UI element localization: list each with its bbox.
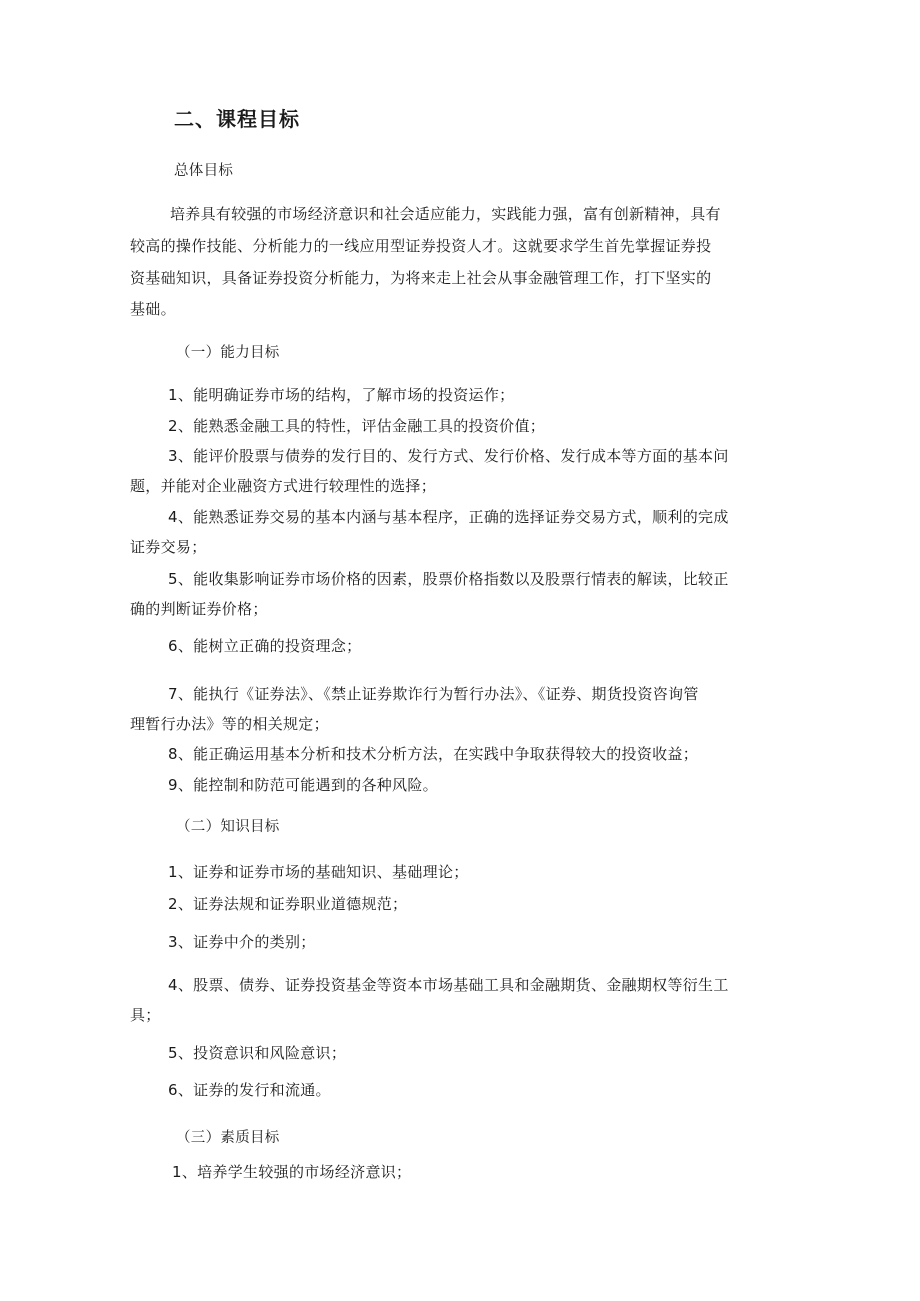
knowledge-heading: （二）知识目标 [176, 819, 280, 835]
ability-item: 1、能明确证券市场的结构，了解市场的投资运作； [168, 386, 515, 404]
knowledge-item: 6、证券的发行和流通。 [168, 1081, 331, 1099]
section-title: 二、课程目标 [174, 107, 300, 131]
ability-heading: （一）能力目标 [176, 345, 280, 361]
ability-item: 8、能正确运用基本分析和技术分析方法，在实践中争取获得较大的投资收益； [168, 745, 699, 763]
ability-item: 证券交易； [130, 538, 207, 556]
ability-item: 5、能收集影响证券市场价格的因素，股票价格指数以及股票行情表的解读，比较正 [168, 570, 729, 588]
ability-item: 4、能熟悉证券交易的基本内涵与基本程序，正确的选择证券交易方式，顺利的完成 [168, 508, 729, 526]
ability-item: 9、能控制和防范可能遇到的各种风险。 [168, 776, 438, 794]
quality-heading: （三）素质目标 [176, 1130, 280, 1146]
ability-item: 理暂行办法》等的相关规定； [130, 715, 329, 733]
overall-goal-line: 培养具有较强的市场经济意识和社会适应能力，实践能力强，富有创新精神，具有 [170, 205, 721, 223]
ability-item: 7、能执行《证券法》、《禁止证券欺诈行为暂行办法》、《证券、期货投资咨询管 [168, 685, 699, 703]
overall-goal-label: 总体目标 [174, 163, 234, 179]
ability-item: 确的判断证券价格； [130, 600, 268, 618]
knowledge-item: 1、证券和证券市场的基础知识、基础理论； [168, 863, 469, 881]
ability-item: 3、能评价股票与债券的发行目的、发行方式、发行价格、发行成本等方面的基本问 [168, 447, 729, 465]
overall-goal-line: 较高的操作技能、分析能力的一线应用型证券投资人才。这就要求学生首先掌握证券投 [130, 237, 712, 255]
knowledge-item: 5、投资意识和风险意识； [168, 1044, 347, 1062]
ability-item: 2、能熟悉金融工具的特性，评估金融工具的投资价值； [168, 417, 546, 435]
ability-item: 题，并能对企业融资方式进行较理性的选择； [130, 477, 437, 495]
knowledge-item: 具； [130, 1006, 161, 1024]
overall-goal-line: 基础。 [130, 300, 176, 318]
knowledge-item: 3、证券中介的类别； [168, 933, 316, 951]
knowledge-item: 4、股票、债券、证券投资基金等资本市场基础工具和金融期货、金融期权等衍生工 [168, 976, 729, 994]
quality-item: 1、培养学生较强的市场经济意识； [172, 1163, 412, 1181]
ability-item: 6、能树立正确的投资理念； [168, 637, 362, 655]
knowledge-item: 2、证券法规和证券职业道德规范； [168, 895, 408, 913]
overall-goal-line: 资基础知识，具备证券投资分析能力，为将来走上社会从事金融管理工作，打下坚实的 [130, 269, 712, 287]
